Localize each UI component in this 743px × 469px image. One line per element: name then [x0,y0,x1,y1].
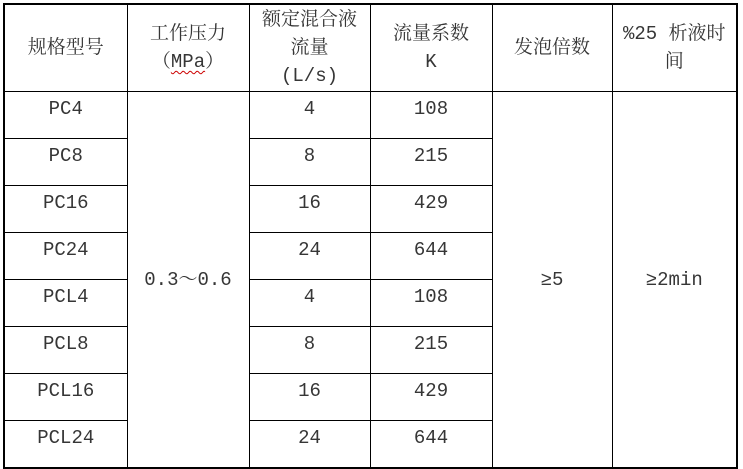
header-flow-unit: (L/s) [280,65,338,87]
cell-flow: 8 [249,139,370,186]
header-drainage [612,4,737,92]
header-k-line1: 流量系数 [392,23,469,45]
cell-k: 215 [370,327,492,374]
header-pressure [127,4,249,92]
cell-k: 108 [370,280,492,327]
cell-drainage-merged: ≥2min [612,92,737,469]
cell-model: PCL24 [4,421,127,469]
header-flow-line1: 额定混合液 [261,9,357,31]
cell-model: PCL8 [4,327,127,374]
header-k [370,4,492,92]
header-flow-line2: 流量 [290,37,329,59]
cell-flow: 16 [249,186,370,233]
cell-flow: 24 [249,233,370,280]
specification-table [3,3,738,469]
cell-model: PCL4 [4,280,127,327]
header-drainage-line1: %25 析液时 [622,23,726,45]
cell-model: PC4 [4,92,127,139]
header-k-line2: K [425,51,437,73]
header-foam [492,4,612,92]
cell-model: PC16 [4,186,127,233]
cell-model: PC24 [4,233,127,280]
cell-pressure-merged: 0.3～0.6 [127,92,249,469]
paren-close: ） [205,51,225,73]
header-pressure-unit-word: MPa [170,51,206,73]
cell-flow: 4 [249,92,370,139]
cell-model: PC8 [4,139,127,186]
cell-k: 644 [370,421,492,469]
cell-k: 215 [370,139,492,186]
header-foam-label: 发泡倍数 [513,37,590,59]
cell-model: PCL16 [4,374,127,421]
table-row [4,92,737,139]
cell-foam-merged: ≥5 [492,92,612,469]
paren-open: （ [151,51,171,73]
header-drainage-line2: 间 [664,51,684,73]
header-model-label: 规格型号 [27,37,104,59]
cell-k: 108 [370,92,492,139]
header-pressure-unit [128,48,249,76]
cell-flow: 8 [249,327,370,374]
header-pressure-label: 工作压力 [149,23,226,45]
cell-k: 429 [370,374,492,421]
header-row [4,4,737,92]
cell-flow: 24 [249,421,370,469]
cell-k: 644 [370,233,492,280]
header-flow [249,4,370,92]
cell-flow: 16 [249,374,370,421]
cell-flow: 4 [249,280,370,327]
header-model [4,4,127,92]
cell-k: 429 [370,186,492,233]
